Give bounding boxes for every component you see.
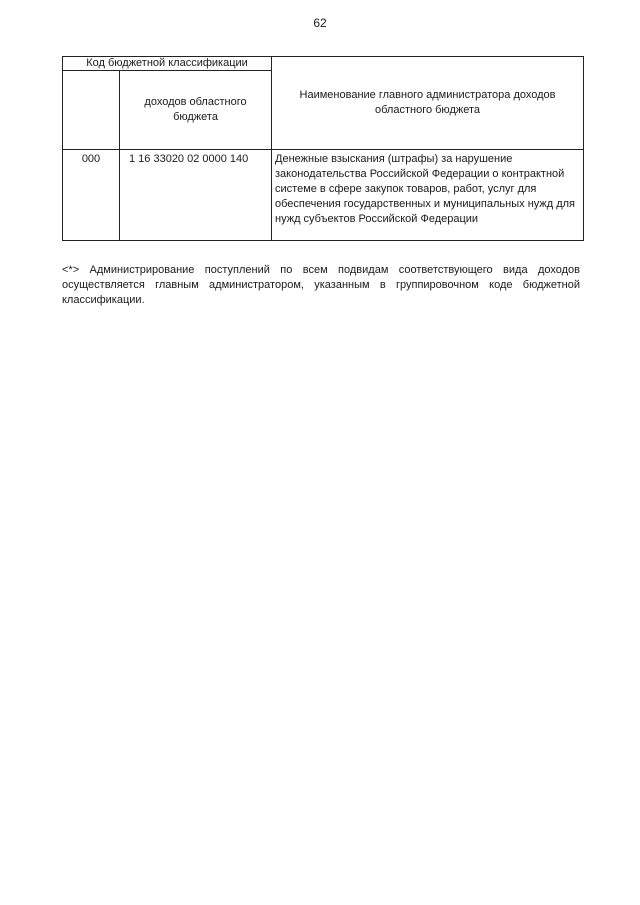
cell-admin-name: Денежные взыскания (штрафы) за нарушение законодательства Российской Федерации о контрактной системе в сфере закупок товаров, работ, услуг для обеспечения государственных и муниципальных нужд для нужд субъектов Российской Федерации <box>272 150 584 241</box>
cell-income-code: 1 16 33020 02 0000 140 <box>120 150 272 241</box>
table-row <box>63 150 584 241</box>
header-budget-classification-code: Код бюджетной классификации <box>63 57 272 71</box>
table-header-row <box>63 57 584 71</box>
cell-admin-code: 000 <box>63 150 120 241</box>
budget-classification-table <box>62 56 584 241</box>
page-number: 62 <box>313 16 327 30</box>
header-admin-code <box>63 71 120 150</box>
header-admin-name: Наименование главного администратора доходов областного бюджета <box>272 57 584 150</box>
footnote: <*> Администрирование поступлений по всем подвидам соответствующего вида доходов осуществляется главным администратором, указанным в группировочном коде бюджетной классификации. <box>62 264 580 306</box>
header-income-code: доходов областного бюджета <box>120 71 272 150</box>
